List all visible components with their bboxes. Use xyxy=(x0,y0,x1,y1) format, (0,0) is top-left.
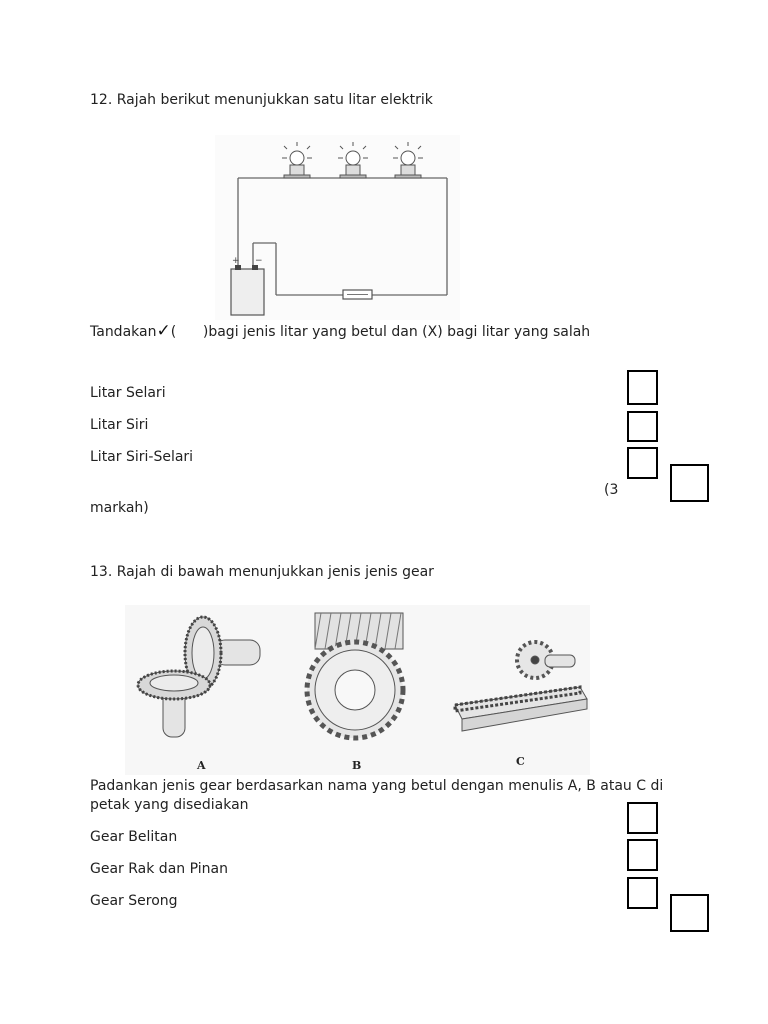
option-gear-serong: Gear Serong xyxy=(90,893,178,909)
option-gear-rak-pinan: Gear Rak dan Pinan xyxy=(90,861,228,877)
option-litar-selari: Litar Selari xyxy=(90,385,166,401)
gear-diagram xyxy=(125,605,590,775)
gear-label-b: B xyxy=(352,759,362,772)
marks-open-12: (3 xyxy=(604,482,619,498)
instruction-12 xyxy=(90,321,590,341)
answer-box-litar-siri-selari[interactable] xyxy=(627,447,658,479)
worm-gear-icon xyxy=(307,613,403,738)
option-gear-belitan: Gear Belitan xyxy=(90,829,178,845)
instruction-12-before: Tandakan xyxy=(90,324,157,340)
checkmark-icon: ✓ xyxy=(156,321,171,341)
svg-text:+: + xyxy=(232,256,240,266)
marks-close-12: markah) xyxy=(90,500,149,516)
switch-icon xyxy=(343,290,372,299)
marks-box-12[interactable] xyxy=(670,464,709,502)
answer-box-gear-belitan[interactable] xyxy=(627,802,658,834)
answer-box-litar-siri[interactable] xyxy=(627,411,658,442)
answer-box-litar-selari[interactable] xyxy=(627,370,658,405)
svg-text:−: − xyxy=(255,256,263,266)
option-litar-siri-selari: Litar Siri-Selari xyxy=(90,449,194,465)
circuit-diagram xyxy=(215,135,460,320)
instruction-13-line2: petak yang disediakan xyxy=(90,797,249,813)
gear-label-c: C xyxy=(516,755,525,768)
option-litar-siri: Litar Siri xyxy=(90,417,149,433)
answer-box-gear-rak-pinan[interactable] xyxy=(627,839,658,871)
question-12-text: 12. Rajah berikut menunjukkan satu litar elektrik xyxy=(90,92,433,108)
instruction-13-line1: Padankan jenis gear berdasarkan nama yang betul dengan menulis A, B atau C di xyxy=(90,778,664,794)
question-13-text: 13. Rajah di bawah menunjukkan jenis jenis gear xyxy=(90,564,434,580)
gear-label-a: A xyxy=(197,759,206,772)
instruction-12-after: ( )bagi jenis litar yang betul dan (X) bagi litar yang salah xyxy=(170,324,591,340)
answer-box-gear-serong[interactable] xyxy=(627,877,658,909)
marks-box-13[interactable] xyxy=(670,894,709,932)
